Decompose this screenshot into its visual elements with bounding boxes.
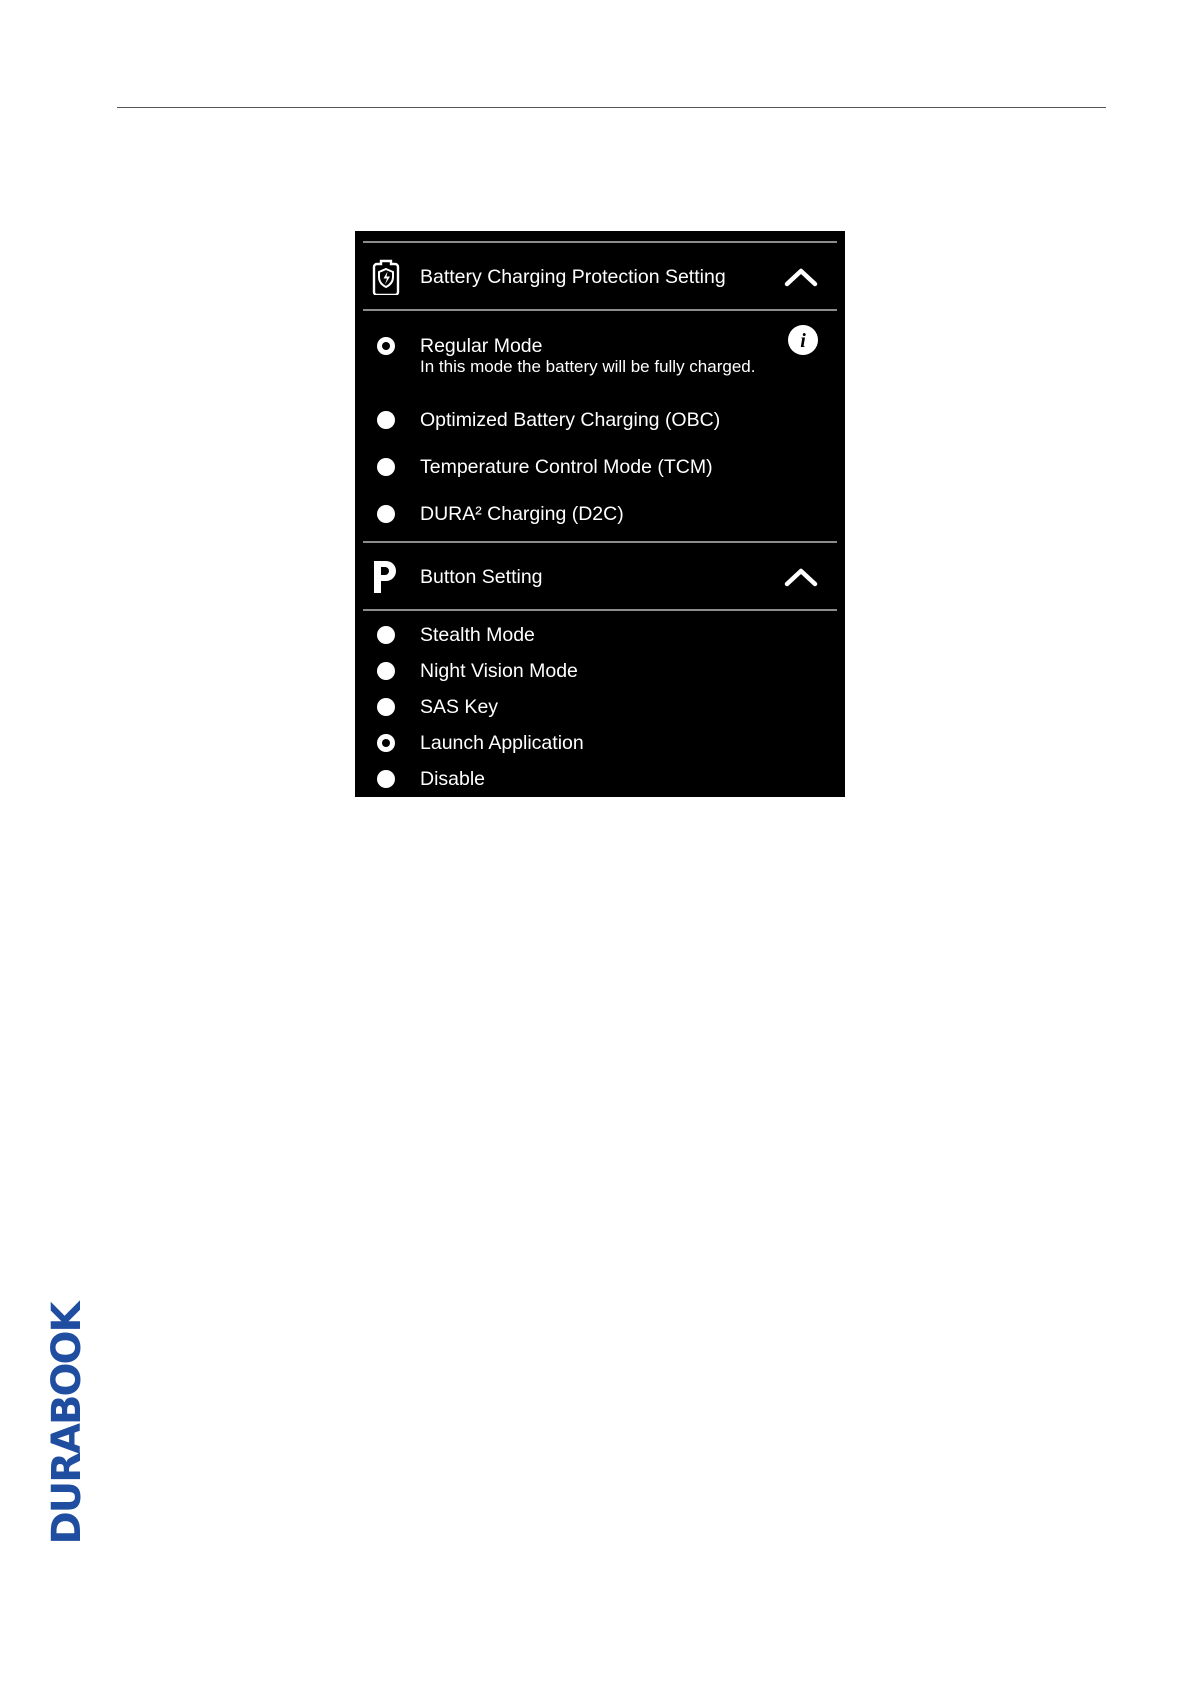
- radio-button[interactable]: [377, 626, 395, 644]
- radio-button[interactable]: [377, 770, 395, 788]
- logo-text: DURABOOK: [44, 1303, 90, 1545]
- battery-section-title: Battery Charging Protection Setting: [420, 266, 726, 288]
- option-label: Launch Application: [420, 732, 584, 754]
- divider: [363, 541, 837, 543]
- divider: [363, 609, 837, 611]
- option-label: Night Vision Mode: [420, 660, 578, 682]
- option-label: SAS Key: [420, 696, 499, 718]
- radio-option-sas-key[interactable]: [355, 690, 845, 724]
- radio-button[interactable]: [377, 505, 395, 523]
- option-label: Disable: [420, 768, 486, 790]
- radio-option-regular-mode[interactable]: [355, 329, 845, 381]
- option-label: Stealth Mode: [420, 624, 535, 646]
- option-label: Temperature Control Mode (TCM): [420, 456, 713, 478]
- radio-button[interactable]: [377, 698, 395, 716]
- info-icon[interactable]: [787, 324, 819, 356]
- divider: [363, 309, 837, 311]
- chevron-up-icon[interactable]: [783, 562, 819, 592]
- radio-option-d2c[interactable]: [355, 497, 845, 531]
- option-description: In this mode the battery will be fully charged.: [420, 357, 756, 376]
- chevron-up-icon[interactable]: [783, 262, 819, 292]
- page-top-rule: [117, 107, 1106, 108]
- option-label: Optimized Battery Charging (OBC): [420, 409, 721, 431]
- radio-option-disable[interactable]: [355, 762, 845, 796]
- durabook-logo: [44, 1303, 90, 1545]
- radio-option-tcm[interactable]: [355, 450, 845, 484]
- battery-shield-icon: [371, 259, 401, 295]
- radio-option-stealth-mode[interactable]: [355, 618, 845, 652]
- radio-option-obc[interactable]: [355, 403, 845, 437]
- battery-section-header[interactable]: [355, 247, 845, 307]
- divider: [363, 241, 837, 243]
- radio-option-launch-application[interactable]: [355, 726, 845, 760]
- radio-button[interactable]: [377, 458, 395, 476]
- svg-text:i: i: [800, 330, 806, 352]
- radio-option-night-vision-mode[interactable]: [355, 654, 845, 688]
- option-label: DURA² Charging (D2C): [420, 503, 624, 525]
- radio-button[interactable]: [377, 734, 395, 752]
- settings-panel: [355, 231, 845, 797]
- p-button-icon: [371, 559, 401, 595]
- radio-button[interactable]: [377, 337, 395, 355]
- button-section-header[interactable]: [355, 547, 845, 607]
- button-section-title: Button Setting: [420, 566, 543, 588]
- radio-button[interactable]: [377, 662, 395, 680]
- option-label: Regular Mode: [420, 335, 543, 357]
- radio-button[interactable]: [377, 411, 395, 429]
